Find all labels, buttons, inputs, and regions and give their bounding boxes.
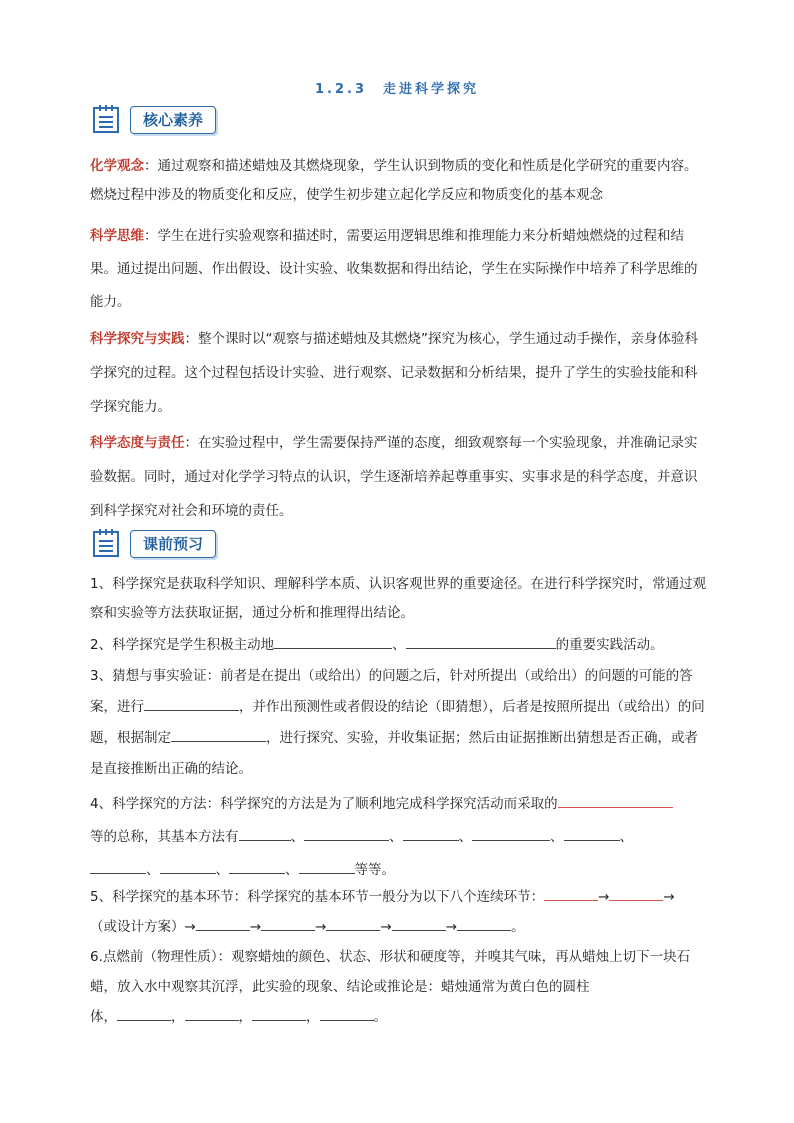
question-text: 等等。 xyxy=(354,862,395,878)
question-text: 。 xyxy=(373,1009,387,1025)
answer-blank[interactable] xyxy=(252,1006,306,1021)
core-paragraph-1 xyxy=(90,152,710,210)
separator: 、 xyxy=(458,829,472,845)
question-1 xyxy=(90,570,710,628)
answer-blank[interactable] xyxy=(544,886,598,901)
question-text: 1、科学探究是获取科学知识、理解科学本质、认识客观世界的重要途径。在进行科学探究时，常通过观察和实验等方法获取证据，通过分析和推理得出结论。 xyxy=(90,576,707,621)
notepad-icon xyxy=(92,104,120,134)
separator: ， xyxy=(306,1009,320,1025)
section-title-core: 核心素养 xyxy=(130,106,216,134)
answer-blank[interactable] xyxy=(609,886,663,901)
keyword-chemistry-concept: 化学观念 xyxy=(90,158,144,174)
answer-blank[interactable] xyxy=(196,916,250,931)
answer-blank[interactable] xyxy=(564,826,620,841)
answer-blank[interactable] xyxy=(320,1006,374,1021)
question-6 xyxy=(90,942,710,1032)
core-paragraph-2 xyxy=(90,220,710,319)
question-text: 等的总称，其基本方法有 xyxy=(90,829,239,845)
paragraph-text: ：整个课时以“观察与描述蜡烛及其燃烧”探究为核心，学生通过动手操作，亲身体验科学探究的过程。这个过程包括设计实验、进行观察、记录数据和分析结果，提升了学生的实验技能和科学探究能力。 xyxy=(90,331,698,415)
answer-blank[interactable] xyxy=(185,1006,239,1021)
question-5 xyxy=(90,882,720,942)
answer-blank[interactable] xyxy=(457,916,511,931)
question-text: ，并作出预测性或者假设的结论（即猜想），后者是按照所提出（或给出）的问题，根据制定 xyxy=(90,699,705,746)
arrow-icon: → xyxy=(598,889,610,905)
question-text: 6.点燃前（物理性质）：观察蜡烛的颜色、状态、形状和硬度等，并嗅其气味，再从蜡烛上切下一块石蜡，放入水中观察其沉浮，此实验的现象、结论或推论是：蜡烛通常为黄白色的圆柱 xyxy=(90,949,691,995)
question-2 xyxy=(90,630,710,660)
arrow-icon: → xyxy=(380,919,392,935)
question-text: ，进行探究、实验，并收集证据；然后由证据推断出猜想是否正确，或者是直接推断出正确的结论。 xyxy=(90,730,698,777)
answer-blank[interactable] xyxy=(304,826,389,841)
answer-blank[interactable] xyxy=(144,696,239,711)
paragraph-text: ：在实验过程中，学生需要保持严谨的态度，细致观察每一个实验现象，并准确记录实验数据。同时，通过对化学学习特点的认识，学生逐渐培养起尊重事实、实事求是的科学态度，并意识到科学探究对社会和环境的责任。 xyxy=(90,435,698,519)
keyword-attitude-responsibility: 科学态度与责任 xyxy=(90,435,185,451)
separator: 、 xyxy=(146,862,160,878)
separator: 、 xyxy=(550,829,564,845)
paragraph-text: ：学生在进行实验观察和描述时，需要运用逻辑思维和推理能力来分析蜡烛燃烧的过程和结果。通过提出问题、作出假设、设计实验、收集数据和得出结论，学生在实际操作中培养了科学思维的能力。 xyxy=(90,228,698,310)
answer-blank[interactable] xyxy=(326,916,380,931)
arrow-icon: → xyxy=(315,919,327,935)
answer-blank[interactable] xyxy=(239,826,291,841)
question-text: 的重要实践活动。 xyxy=(555,637,664,653)
core-paragraph-4 xyxy=(90,426,710,528)
question-text: 。 xyxy=(511,919,525,935)
answer-blank[interactable] xyxy=(117,1006,171,1021)
arrow-icon: → xyxy=(663,889,675,905)
question-3 xyxy=(90,661,710,785)
question-text: （或设计方案）→ xyxy=(90,919,196,935)
answer-blank[interactable] xyxy=(229,859,285,874)
answer-blank[interactable] xyxy=(171,727,266,742)
question-4 xyxy=(90,788,710,887)
question-text: 5、科学探究的基本环节：科学探究的基本环节一般分为以下八个连续环节： xyxy=(90,889,545,905)
arrow-icon: → xyxy=(445,919,458,935)
separator: ， xyxy=(238,1009,252,1025)
paragraph-text: ：通过观察和描述蜡烛及其燃烧现象，学生认识到物质的变化和性质是化学研究的重要内容。燃烧过程中涉及的物质变化和反应，使学生初步建立起化学反应和物质变化的基本观念 xyxy=(90,158,698,203)
answer-blank[interactable] xyxy=(392,916,446,931)
answer-blank[interactable] xyxy=(299,859,355,874)
answer-blank[interactable] xyxy=(403,826,459,841)
question-text: 3、猜想与事实验证：前者是在提出（或给出）的问题之后，针对所提出（或给出）的问题的可能的答案，进行 xyxy=(90,668,693,715)
answer-blank[interactable] xyxy=(274,634,392,649)
question-text: 体， xyxy=(90,1009,117,1025)
separator: 、 xyxy=(290,829,304,845)
keyword-inquiry-practice: 科学探究与实践 xyxy=(90,331,185,347)
page-title: 1.2.3 走进科学探究 xyxy=(314,82,479,97)
question-text: 2、科学探究是学生积极主动地 xyxy=(90,637,275,653)
keyword-scientific-thinking: 科学思维 xyxy=(90,228,144,244)
question-text: 4、科学探究的方法：科学探究的方法是为了顺利地完成科学探究活动而采取的 xyxy=(90,796,558,812)
separator: ， xyxy=(171,1009,185,1025)
answer-blank[interactable] xyxy=(261,916,315,931)
arrow-icon: → xyxy=(249,919,262,935)
notepad-icon xyxy=(92,528,120,558)
separator: 、 xyxy=(619,829,633,845)
section-title-preview: 课前预习 xyxy=(130,530,216,558)
separator: 、 xyxy=(215,862,229,878)
answer-blank[interactable] xyxy=(160,859,216,874)
answer-blank[interactable] xyxy=(406,634,556,649)
separator: 、 xyxy=(389,829,403,845)
question-text: 、 xyxy=(392,637,406,653)
separator: 、 xyxy=(285,862,299,878)
core-paragraph-3 xyxy=(90,322,710,424)
answer-blank[interactable] xyxy=(90,859,146,874)
answer-blank[interactable] xyxy=(472,826,550,841)
answer-blank[interactable] xyxy=(558,793,673,808)
